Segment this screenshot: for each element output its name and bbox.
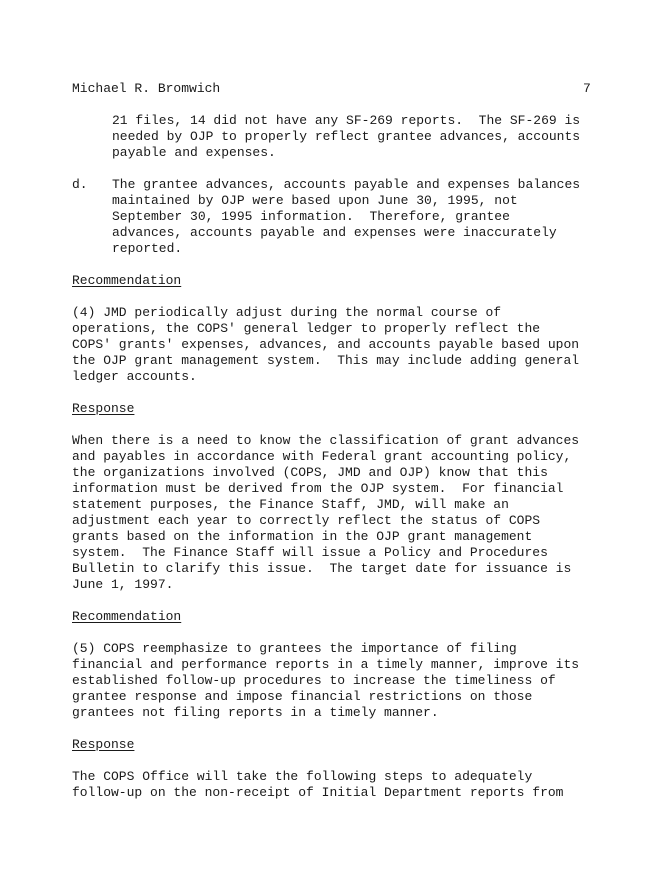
text-line: (4) JMD periodically adjust during the normal course of — [72, 305, 502, 320]
text-line: reported. — [112, 241, 183, 256]
text-line: The COPS Office will take the following steps to adequately — [72, 769, 533, 784]
text-line: the OJP grant management system. This may include adding general — [72, 353, 580, 368]
text-line: advances, accounts payable and expenses were inaccurately — [112, 225, 557, 240]
text-line: ledger accounts. — [72, 369, 197, 384]
text-line: follow-up on the non-receipt of Initial Department reports from — [72, 785, 564, 800]
text-line: grants based on the information in the OJP grant management — [72, 529, 533, 544]
text-line: adjustment each year to correctly reflect the status of COPS — [72, 513, 541, 528]
list-marker: d. — [72, 177, 88, 192]
section-heading-response: Response — [72, 737, 135, 752]
page-number: 7 — [583, 81, 591, 96]
text-line: needed by OJP to properly reflect grantee advances, accounts — [112, 129, 581, 144]
text-line: When there is a need to know the classification of grant advances — [72, 433, 580, 448]
text-line: and payables in accordance with Federal grant accounting policy, — [72, 449, 572, 464]
text-line: statement purposes, the Finance Staff, JMD, will make an — [72, 497, 509, 512]
text-line: (5) COPS reemphasize to grantees the importance of filing — [72, 641, 517, 656]
text-line: system. The Finance Staff will issue a Policy and Procedures — [72, 545, 548, 560]
section-heading-response: Response — [72, 401, 135, 416]
section-heading-recommendation: Recommendation — [72, 609, 182, 624]
text-line: financial and performance reports in a timely manner, improve its — [72, 657, 580, 672]
text-line: maintained by OJP were based upon June 30, 1995, not — [112, 193, 518, 208]
text-line: the organizations involved (COPS, JMD and OJP) know that this — [72, 465, 548, 480]
text-line: payable and expenses. — [112, 145, 276, 160]
text-line: grantees not filing reports in a timely manner. — [72, 705, 439, 720]
header-name: Michael R. Bromwich — [72, 81, 221, 96]
text-line: operations, the COPS' general ledger to properly reflect the — [72, 321, 541, 336]
text-line: June 1, 1997. — [72, 577, 174, 592]
text-line: The grantee advances, accounts payable and expenses balances — [112, 177, 581, 192]
section-heading-recommendation: Recommendation — [72, 273, 182, 288]
text-line: established follow-up procedures to increase the timeliness of — [72, 673, 556, 688]
text-line: information must be derived from the OJP system. For financial — [72, 481, 564, 496]
text-line: 21 files, 14 did not have any SF-269 reports. The SF-269 is — [112, 113, 581, 128]
text-line: September 30, 1995 information. Therefore, grantee — [112, 209, 510, 224]
text-line: COPS' grants' expenses, advances, and accounts payable based upon — [72, 337, 580, 352]
text-line: grantee response and impose financial restrictions on those — [72, 689, 533, 704]
text-line: Bulletin to clarify this issue. The target date for issuance is — [72, 561, 572, 576]
